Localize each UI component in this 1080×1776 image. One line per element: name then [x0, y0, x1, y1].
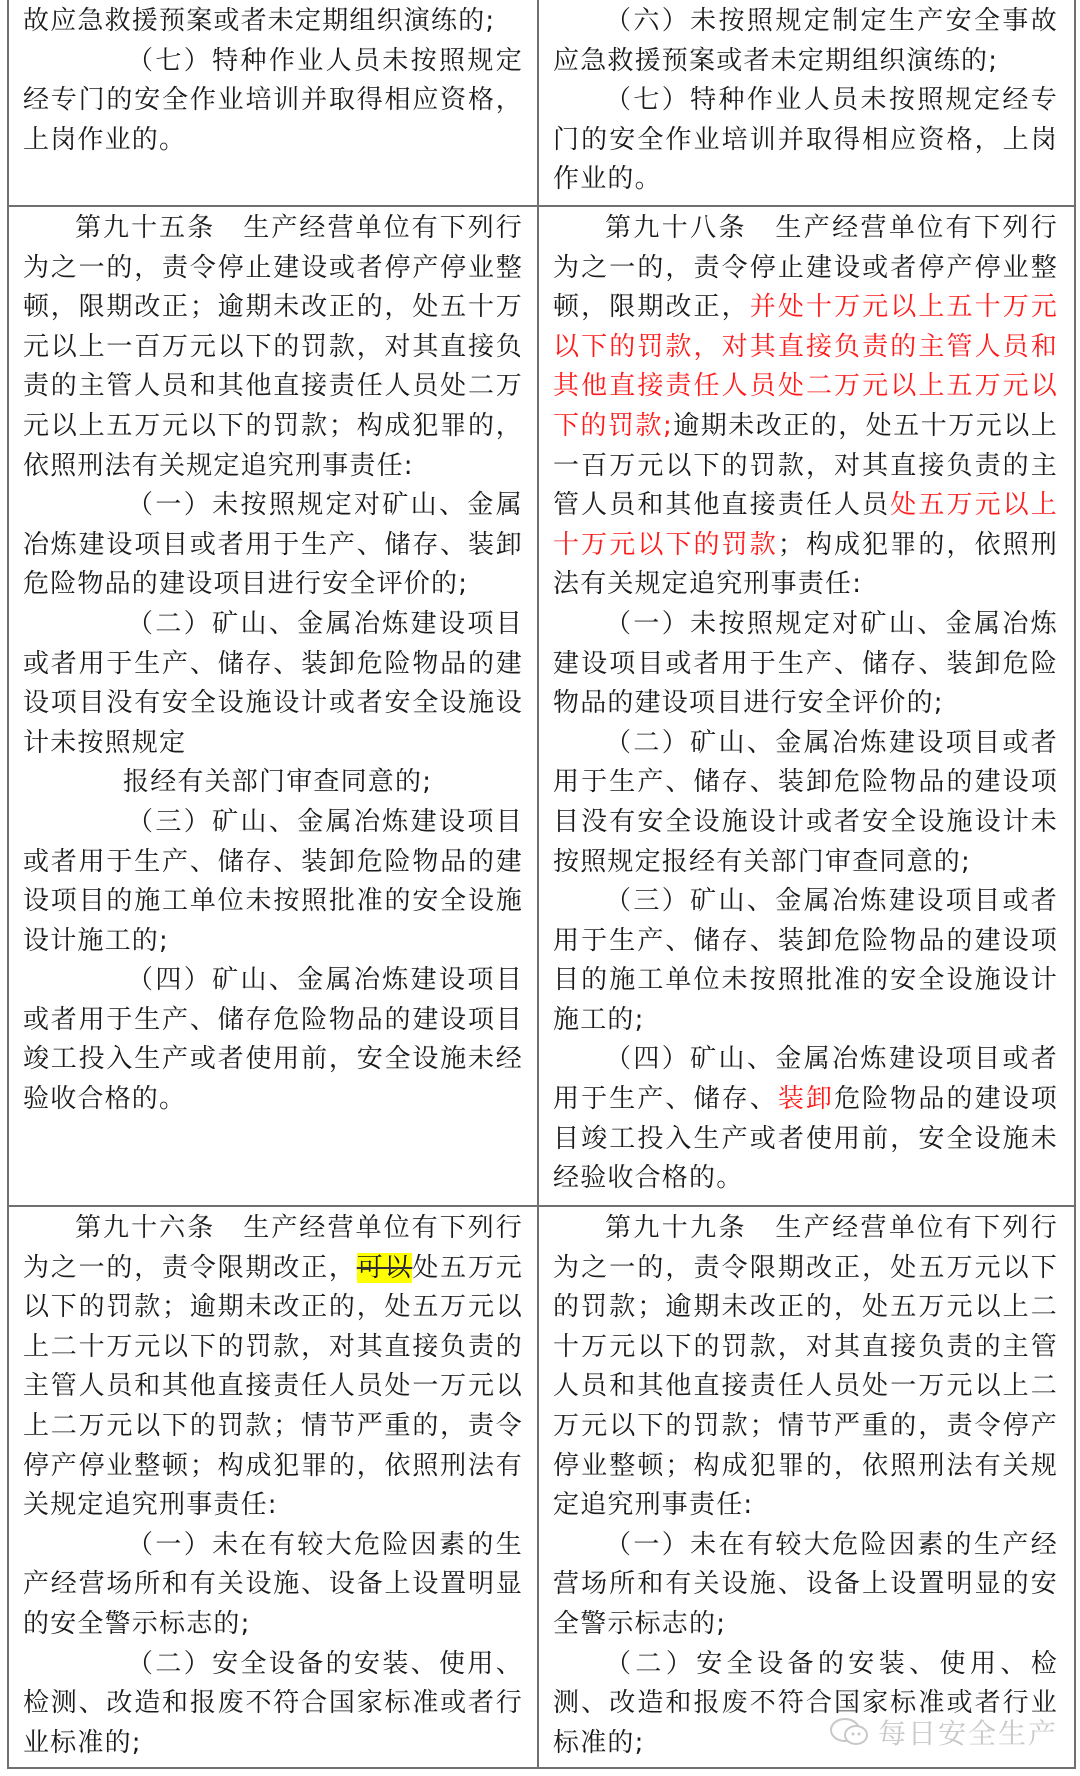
paragraph [23, 209, 523, 486]
paragraph [553, 81, 1058, 200]
comparison-table [7, 0, 1076, 1769]
amended-text: 装卸 [777, 1084, 835, 1115]
text-segment: （六）未按照规定制定生产安全事故应急救援预案或者未定期组织演练的; [553, 6, 1058, 76]
watermark-text: 每日安全生产 [878, 1717, 1059, 1750]
text-segment: （二）安全设备的安装、使用、检测、改造和报废不符合国家标准或者行业标准的; [23, 1648, 523, 1758]
table-row [9, 1205, 1074, 1767]
text-segment: （四）矿山、金属冶炼建设项目或者用于生产、储存、 [553, 1044, 1058, 1115]
text-segment: 报经有关部门审查同意的; [123, 767, 433, 798]
paragraph [23, 763, 523, 803]
text-segment: （七）特种作业人员未按照规定经专门的安全作业培训并取得相应资格，上岗作业的。 [553, 85, 1058, 195]
table-row [9, 0, 1074, 205]
text-segment: 第九十八条 生产经营单位有下列行为之一的，责令停止建设或者停产停业整顿，限期改正， [553, 213, 1058, 323]
text-segment: （二）矿山、金属冶炼建设项目或者用于生产、储存、装卸危险物品的建设项目没有安全设施设计或者安全设施设计未按照规定 [23, 608, 523, 758]
text-segment: 故应急救援预案或者未定期组织演练的; [23, 6, 496, 36]
paragraph [553, 1040, 1058, 1198]
paragraph [553, 605, 1058, 724]
new-law-cell [539, 207, 1072, 1205]
new-law-cell [539, 0, 1072, 205]
text-segment: ；构成犯罪的，依照刑法有关规定追究刑事责任: [553, 529, 1058, 600]
paragraph [553, 724, 1058, 882]
text-segment: 第九十九条 生产经营单位有下列行为之一的，责令限期改正，处五万元以下的罚款；逾期未改正的，处五万元以上二十万元以下的罚款，对其直接负责的主管人员和其他直接责任人员处一万元以上二万元以下的罚款；情节严重的，责令停产停业整顿；构成犯罪的，依照刑法有关规定追究刑事责任: [553, 1213, 1058, 1521]
text-segment: （七）特种作业人员未按照规定经专门的安全作业培训并取得相应资格，上岗作业的。 [23, 45, 523, 155]
old-law-cell [9, 1207, 539, 1767]
text-segment: （一）未在有较大危险因素的生产经营场所和有关设施、设备上设置明显的安全警示标志的; [23, 1529, 523, 1639]
text-segment: 危险物品的建设项目竣工投入生产或者使用前，安全设施未经验收合格的。 [553, 1084, 1058, 1194]
text-segment: （三）矿山、金属冶炼建设项目或者用于生产、储存、装卸危险物品的建设项目的施工单位未按照批准的安全设施设计施工的; [553, 886, 1058, 1035]
paragraph [553, 209, 1058, 605]
paragraph [23, 1526, 523, 1645]
text-segment: （四）矿山、金属冶炼建设项目或者用于生产、储存危险物品的建设项目竣工投入生产或者使用前，安全设施未经验收合格的。 [23, 965, 523, 1115]
amended-text: 并处十万元以上五十万元以下的罚款，对其直接负责的主管人员和其他直接责任人员处二万元以上五万元以下的罚款; [553, 292, 1059, 441]
table-row [9, 205, 1074, 1205]
amended-text: 处五万元以上十万元以下的罚款 [553, 490, 1058, 560]
text-segment: （二）矿山、金属冶炼建设项目或者用于生产、储存、装卸危险物品的建设项目没有安全设施设计或者安全设施设计未按照规定报经有关部门审查同意的; [553, 727, 1058, 877]
paragraph [23, 605, 523, 763]
text-segment: 逾期未改正的，处五十万元以上一百万元以下的罚款，对其直接负责的主管人员和其他直接责任人员 [553, 410, 1058, 521]
paragraph [553, 882, 1058, 1040]
old-law-cell [9, 207, 539, 1205]
paragraph [553, 2, 1058, 81]
deleted-highlighted-text: 可以 [356, 1252, 413, 1283]
new-law-cell [539, 1207, 1072, 1767]
paragraph [23, 961, 523, 1119]
old-law-cell [9, 0, 539, 205]
paragraph [23, 486, 523, 605]
paragraph [553, 1209, 1058, 1526]
text-segment: （一）未在有较大危险因素的生产经营场所和有关设施、设备上设置明显的安全警示标志的; [553, 1529, 1058, 1639]
text-segment: 第九十五条 生产经营单位有下列行为之一的，责令停止建设或者停产停业整顿，限期改正；逾期未改正的，处五十万元以上一百万元以下的罚款，对其直接负责的主管人员和其他直接责任人员处二万元以上五万元以下的罚款；构成犯罪的，依照刑法有关规定追究刑事责任: [23, 213, 523, 481]
paragraph [23, 2, 523, 42]
text-segment: （三）矿山、金属冶炼建设项目或者用于生产、储存、装卸危险物品的建设项目的施工单位未按照批准的安全设施设计施工的; [23, 806, 523, 956]
paragraph [23, 1209, 523, 1526]
text-segment: （一）未按照规定对矿山、金属冶炼建设项目或者用于生产、储存、装卸危险物品的建设项目进行安全评价的; [553, 608, 1058, 719]
paragraph [23, 1645, 523, 1764]
text-segment: （二）安全设备的安装、使用、检测、改造和报废不符合国家标准或者行业标准的; [553, 1648, 1058, 1758]
paragraph [23, 42, 523, 161]
wechat-icon [828, 1717, 872, 1747]
text-segment: 第九十六条 生产经营单位有下列行为之一的，责令限期改正， [23, 1213, 523, 1283]
paragraph [553, 1526, 1058, 1645]
watermark [828, 1712, 1058, 1752]
paragraph [23, 803, 523, 961]
text-segment: （一）未按照规定对矿山、金属冶炼建设项目或者用于生产、储存、装卸危险物品的建设项目进行安全评价的; [23, 490, 523, 600]
text-segment: 处五万元以下的罚款；逾期未改正的，处五万元以上二十万元以下的罚款，对其直接负责的主管人员和其他直接责任人员处一万元以上二万元以下的罚款；情节严重的，责令停产停业整顿；构成犯罪的，依照刑法有关规定追究刑事责任: [23, 1252, 523, 1521]
